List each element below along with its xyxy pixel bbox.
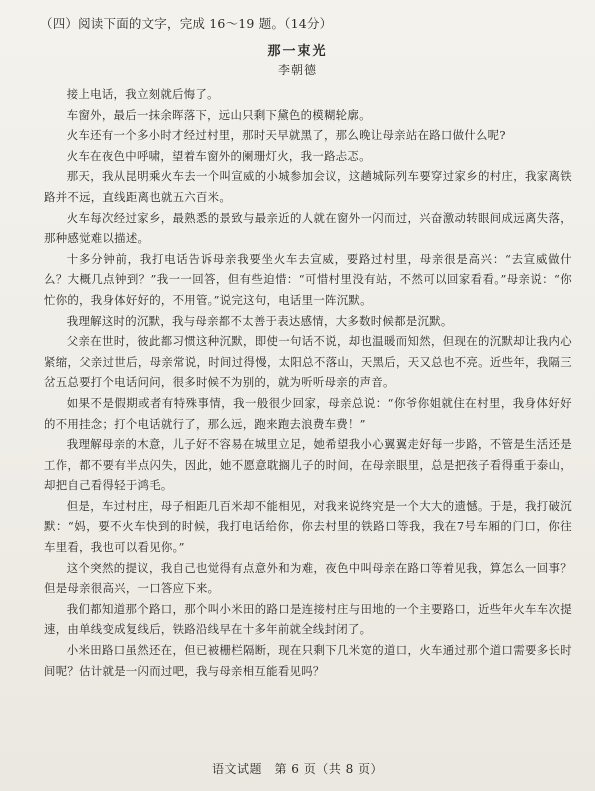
paragraph: 但是，车过村庄，母子相距几百米却不能相见，对我来说终究是一个大大的遗憾。于是，我打破沉默：“妈，要不火车快到的时候，我打电话给你，你去村里的铁路口等我，我在7号车厢的门口，你往车里看，我也可以看见你。” [44,498,572,555]
paragraph: 如果不是假期或者有特殊事情，我一般很少回家，母亲总说：“你爷你姐就住在村里，我身体好好的不用挂念；打个电话就行了，那么远，跑来跑去浪费车费！” [44,395,572,431]
paragraph: 十多分钟前，我打电话告诉母亲我要坐火车去宣威，要路过村里，母亲很是高兴：“去宣威做什么？大概几点钟到？”我一一回答，但有些迫惜：“可惜村里没有站，不然可以回家看看。”母亲说：“你忙你的，我身体好好的，不用管。”说完这句，电话里一阵沉默。 [44,251,572,307]
paragraph: 小米田路口虽然还在，但已被栅栏隔断，现在只剩下几米宽的道口，火车通过那个道口需要多长时间呢？估计就是一闪而过吧，我与母亲相互能看见吗？ [44,643,572,678]
paragraph: 火车在夜色中呼啸，望着车窗外的阑珊灯火，我一路忐忑。 [66,148,371,163]
paragraph: 父亲在世时，彼此都习惯这种沉默，即使一句话不说，却也温暖而知然，但现在的沉默却让我内心紧缩，父亲过世后，母亲常说，时间过得慢，太阳总不落山，天黑后，天又总也不亮。近些年，我隔三岔五总要打个电话问问，很多时候不为别的，就为听听母亲的声音。 [44,334,572,390]
article-author: 李朝德 [277,63,317,77]
section-heading: （四）阅读下面的文字，完成 16～19 题。（14分） [40,16,333,31]
article-title: 那一束光 [267,44,328,59]
paragraph: 我们都知道那个路口，那个叫小米田的路口是连接村庄与田地的一个主要路口，近些年火车车次提速，由单线变成复线后，铁路沿线早在十多年前就全线封闭了。 [44,601,572,637]
paragraph: 接上电话，我立刻就后悔了。 [66,87,219,101]
paragraph: 车窗外，最后一抹余晖落下，远山只剩下黛色的模糊轮廓。 [66,107,371,122]
page-footer: 语文试题 第 6 页（共 8 页） [211,762,384,776]
paragraph: 火车每次经过家乡，最熟悉的景致与最亲近的人就在窗外一闪而过，兴奋激动转眼间成远离失落，那种感觉难以描述。 [44,210,572,246]
paragraph: 我理解母亲的木意，儿子好不容易在城里立足，她希望我小心翼翼走好每一步路，不管是生活还是工作，都不要有半点闪失，因此，她不愿意耽搁儿子的时间，在母亲眼里，总是把孩子看得重于泰山，却把自己看得轻于鸿毛。 [44,437,572,493]
paragraph: 这个突然的提议，我自己也觉得有点意外和为难，夜色中叫母亲在路口等着见我，算怎么一回事？但是母亲很高兴，一口答应下来。 [44,560,572,596]
paragraph: 我理解这时的沉默，我与母亲都不太善于表达感情，大多数时候都是沉默。 [66,313,453,328]
paragraph: 那天，我从昆明乘火车去一个叫宣威的小城参加会议，这趟城际列车要穿过家乡的村庄，我家离铁路并不远，直线距离也就五六百米。 [44,169,572,204]
paragraph: 火车还有一个多小时才经过村里，那时天早就黑了，那么晚让母亲站在路口做什么呢? [66,128,506,143]
article-body [44,84,572,681]
